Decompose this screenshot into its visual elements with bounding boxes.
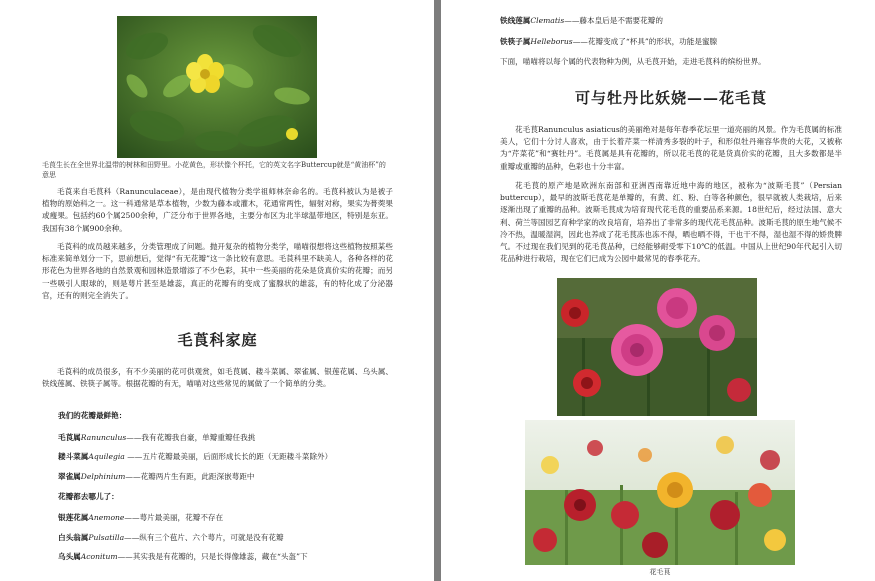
genus-name: 耧斗菜属 <box>58 452 89 461</box>
genus-name: 铁筷子属 <box>500 37 531 46</box>
paragraph-persian-buttercup-history: 花毛茛的原产地是欧洲东南部和亚洲西南靠近地中海的地区，被称为“波斯毛茛”（Persian buttercup），最早的波斯毛茛花是单瓣的，有黄、红、粉、白等各种颜色，很早就被人类栽培，后来逐渐出现了重瓣的品种。波斯毛茛成为培育现代花毛茛的重要品系来源。18世纪后，经过法国、意大利、荷兰等国园艺育种学家的改良培育，培养出了非常多的现代花毛茛品种。波斯毛茛的原生地气候不冷不热，温暖湿润，因此也养成了花毛茛冻也冻不得，晒也晒不得，干也干不得，湿也湿不得的娇贵脾气。不过现在我们见到的花毛茛品种，已经能够耐受零下10℃的低温。中国从上世纪90年代起引入切花品种进行栽培，现在它们已成为公园中最常见的春季花卉。 <box>500 181 842 264</box>
paragraph-family-members: 毛莨科的成员很多，有不少美丽的花可供观赏，如毛茛属、耧斗菜属、翠雀属、银莲花属、乌头属、铁线莲属、铁筷子属等。根据花瓣的有无，喵喵对这些常见的属做了一个简单的分类。 <box>42 367 393 389</box>
list-item-helleborus <box>500 36 840 48</box>
genus-name: 翠雀属 <box>58 472 81 481</box>
genus-desc: ——花瓣变成了“杯具”的形状，功能是蜜腺 <box>572 37 718 46</box>
genus-latin: Ranunculus <box>80 433 127 442</box>
genus-name: 铁线莲属 <box>500 16 531 25</box>
paragraph-ranunculus-asiaticus: 花毛茛Ranunculus asiaticus的美丽绝对是每年春季花坛里一道亮丽的风景。作为毛茛属的标准美人，它们十分讨人喜欢，由于长着芹菜一样清秀多裂的叶子，和形似牡丹雍容华贵的大花，又被称为“芹菜花”和“赛牡丹”。毛茛属是具有花瓣的，所以花毛茛的花是货真价实的花瓣，且大多数都是半重瓣或重瓣的品种，色彩也十分丰富。 <box>500 125 842 171</box>
genus-latin: Pulsatilla <box>88 533 125 542</box>
genus-name: 银莲花属 <box>58 513 89 522</box>
ranunculus-photo-field <box>525 420 795 565</box>
genus-name: 乌头属 <box>58 552 81 561</box>
genus-desc: ——纵有三个苞片、六个萼片，可就是没有花瓣 <box>124 533 284 542</box>
list-item-ranunculus <box>58 432 393 444</box>
genus-latin: Aconitum <box>80 552 118 561</box>
ranunculus-field-illustration <box>525 420 795 565</box>
group-title-with-petals <box>58 410 393 422</box>
list-item-delphinium <box>58 471 393 483</box>
ranunculus-photo-closeup <box>557 278 757 416</box>
genus-desc: ——五片花瓣最美丽，后面形成长长的距（无距耧斗菜除外） <box>124 452 333 461</box>
ranunculus-closeup-illustration <box>557 278 757 416</box>
genus-latin: Anemone <box>88 513 125 522</box>
genus-latin: Clematis <box>530 16 565 25</box>
genus-desc: ——藤本皇后是不需要花瓣的 <box>564 16 663 25</box>
list-item-aconitum <box>58 551 393 563</box>
group-title-text: 花瓣都去哪儿了： <box>58 492 119 501</box>
paragraph-petal-classification: 毛莨科的成员越来越多，分类管理成了问题。抛开复杂的植物分类学，喵喵很想将这些植物按照某些标准来简单划分一下，思前想后，觉得“有无花瓣”这一条比较有意思。毛莨科里不缺美人，各种各样的花形花色为世界各地的自然景观和园林造景增添了不少色彩，其中一些美丽的花朵是货真价实的花瓣；而另一些吸引人眼球的，则是萼片甚至是雄蕊，真正的花瓣有的变成了蜜腺状的雄蕊，有的特化成了分泌器官，还有的则完全消失了。 <box>42 242 393 300</box>
genus-latin: Helleborus <box>530 37 573 46</box>
right-page <box>441 0 875 581</box>
list-item-clematis <box>500 15 840 27</box>
list-item-anemone <box>58 512 393 524</box>
genus-desc: ——花瓣两片生有距，此距深嵌萼距中 <box>125 472 255 481</box>
genus-latin: Aquilegia <box>88 452 125 461</box>
genus-desc: ——其实我是有花瓣的，只是长得像雄蕊，藏在“头盔”下 <box>117 552 308 561</box>
list-item-pulsatilla <box>58 532 393 544</box>
group-title-without-petals <box>58 491 393 503</box>
paragraph-ranunculaceae-intro: 毛莨来自毛茛科（Ranunculaceae），是由现代植物分类学祖师林奈命名的。毛茛科被认为是被子植物的原始科之一。这一科通常是草本植物，少数为藤本或灌木，花通常两性，辐射对称，果实为蓇葖果或瘦果。包括约60个属2500余种，广泛分布于世界各地，主要分布区为北半球温带地区，特别是东亚。我国有38个属900余种。 <box>42 187 393 233</box>
photo-caption: 毛莨生长在全世界北温带的树林和田野里。小花黄色，形状像个杯托，它的英文名字Buttercup就是“黄油杯”的意思 <box>42 161 386 179</box>
genus-desc: ——我有花瓣我自豪，单瓣重瓣任我挑 <box>126 433 256 442</box>
buttercup-illustration <box>117 16 317 158</box>
section-heading-persian-buttercup: 可与牡丹比妖娆——花毛茛 <box>574 89 767 107</box>
photo-caption-ranunculus: 花毛茛 <box>649 568 671 576</box>
group-title-text: 我们的花瓣最鲜艳： <box>58 411 127 420</box>
genus-name: 毛莨属 <box>58 433 81 442</box>
list-item-aquilegia <box>58 451 393 463</box>
buttercup-photo <box>117 16 317 158</box>
genus-desc: ——萼片最美丽，花瓣不存在 <box>124 513 224 522</box>
section-heading-family: 毛莨科家庭 <box>177 331 258 349</box>
page-gutter <box>434 0 441 581</box>
genus-name: 白头翁属 <box>58 533 89 542</box>
genus-latin: Delphinium <box>80 472 126 481</box>
left-page <box>0 0 434 581</box>
intro-line: 下面，喵喵将以每个属的代表物种为例，从毛茛开始，走进毛茛科的缤纷世界。 <box>500 57 766 66</box>
